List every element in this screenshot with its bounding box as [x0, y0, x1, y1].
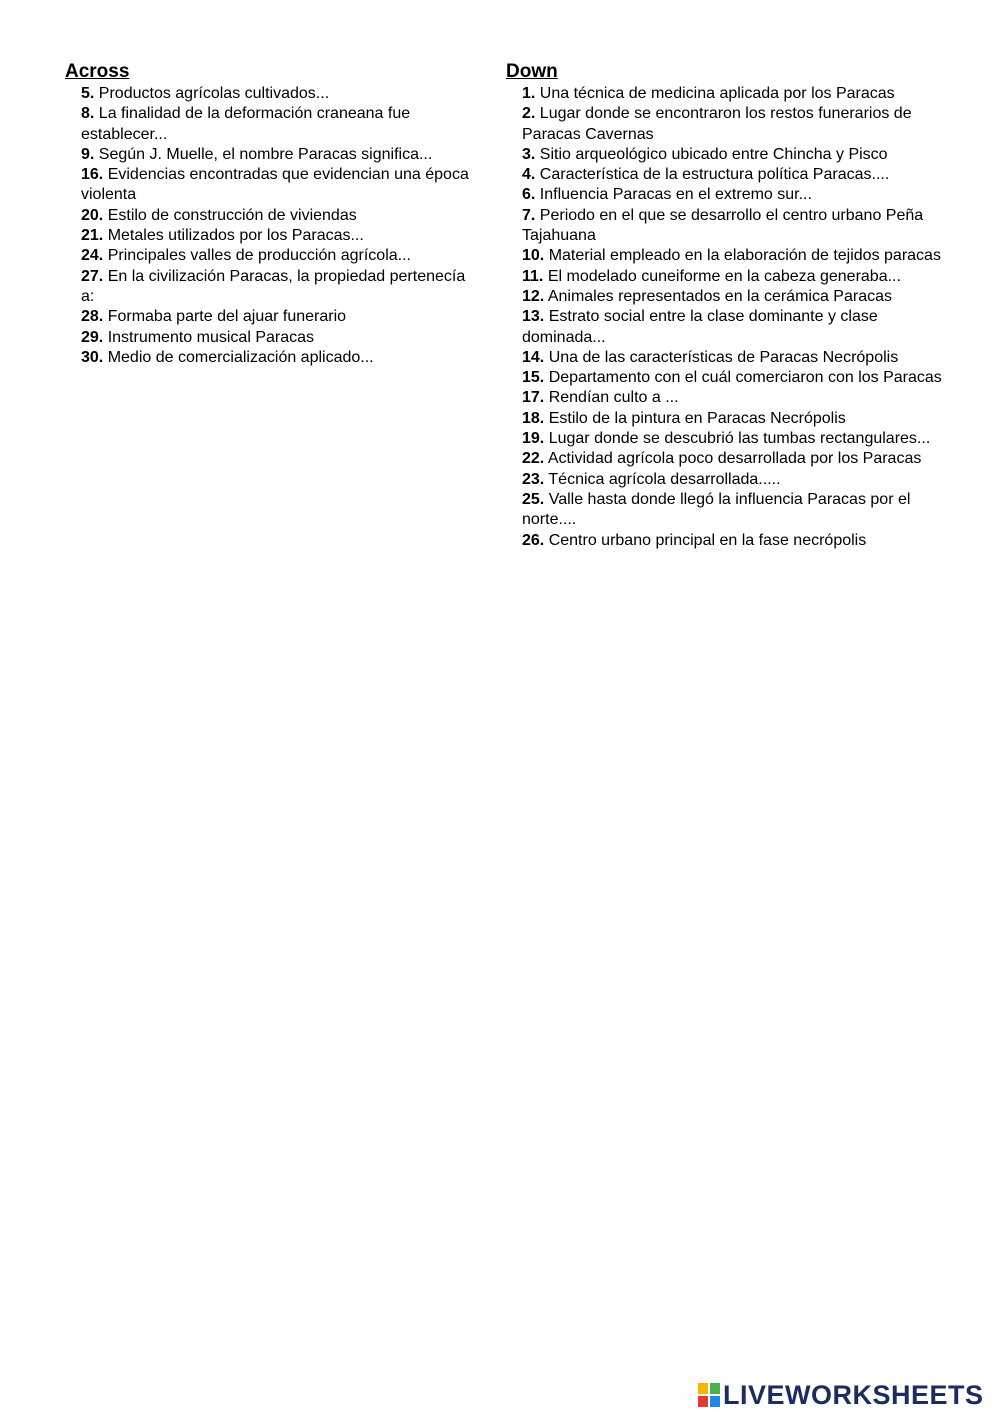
clue-number: 15. — [522, 369, 545, 387]
clue-number: 27. — [81, 267, 104, 285]
across-clue-item — [81, 307, 481, 327]
clue-text: Actividad agrícola poco desarrollada por los Paracas — [547, 450, 922, 468]
clue-text: Según J. Muelle, el nombre Paracas significa... — [98, 145, 433, 163]
clue-number: 6. — [522, 186, 536, 204]
clue-number: 16. — [81, 166, 104, 184]
down-clue-item — [522, 165, 942, 185]
down-clue-item — [522, 185, 942, 205]
across-section — [65, 60, 485, 368]
down-clue-item — [522, 449, 942, 469]
clue-number: 25. — [522, 490, 545, 508]
clue-text: Principales valles de producción agrícola... — [107, 247, 411, 265]
clue-text: Departamento con el cuál comerciaron con los Paracas — [548, 369, 942, 387]
logo-square-v — [697, 1395, 709, 1408]
down-clue-list — [506, 84, 942, 551]
clue-text: Animales representados en la cerámica Paracas — [547, 287, 892, 305]
clue-text: Estilo de construcción de viviendas — [107, 206, 357, 224]
clue-number: 10. — [522, 247, 545, 265]
clue-text: Rendían culto a ... — [548, 389, 679, 407]
clue-number: 24. — [81, 247, 104, 265]
down-heading: Down — [506, 61, 558, 82]
logo-square-e — [709, 1395, 721, 1408]
across-clue-item — [81, 267, 481, 308]
down-clue-item — [522, 287, 942, 307]
clue-number: 3. — [522, 145, 536, 163]
clue-text: Centro urbano principal en la fase necrópolis — [548, 531, 867, 549]
down-clue-item — [522, 307, 942, 348]
down-clue-item — [522, 348, 942, 368]
clue-number: 20. — [81, 206, 104, 224]
clue-number: 12. — [522, 287, 545, 305]
down-clue-item — [522, 531, 942, 551]
clue-text: Periodo en el que se desarrollo el centro urbano Peña Tajahuana — [522, 206, 924, 245]
clue-text: Metales utilizados por los Paracas... — [107, 227, 364, 245]
clue-text: Evidencias encontradas que evidencian una época violenta — [81, 166, 469, 204]
clue-number: 28. — [81, 308, 104, 326]
down-clue-item — [522, 490, 942, 531]
across-clue-item — [81, 145, 481, 165]
across-heading: Across — [65, 61, 130, 82]
clue-number: 22. — [522, 450, 545, 468]
down-clue-item — [522, 206, 942, 247]
clue-number: 26. — [522, 531, 545, 549]
down-clue-item — [522, 470, 942, 490]
clue-text: Medio de comercialización aplicado... — [107, 348, 374, 366]
clue-number: 17. — [522, 389, 545, 407]
logo-square-l — [697, 1382, 709, 1395]
clue-text: Influencia Paracas en el extremo sur... — [539, 186, 812, 204]
clue-text: El modelado cuneiforme en la cabeza generaba... — [547, 267, 901, 285]
liveworksheets-logo — [697, 1378, 984, 1412]
down-clue-item — [522, 409, 942, 429]
down-section — [506, 60, 946, 551]
across-clue-item — [81, 328, 481, 348]
clue-number: 29. — [81, 328, 104, 346]
clue-text: Lugar donde se encontraron los restos funerarios de Paracas Cavernas — [522, 105, 912, 143]
clue-number: 13. — [522, 308, 545, 326]
clue-text: Una técnica de medicina aplicada por los Paracas — [539, 85, 895, 102]
clue-number: 18. — [522, 409, 545, 427]
clue-text: Lugar donde se descubrió las tumbas rectangulares... — [548, 430, 931, 448]
clue-text: Valle hasta donde llegó la influencia Paracas por el norte.... — [522, 490, 911, 529]
down-clue-item — [522, 84, 942, 104]
clue-number: 4. — [522, 166, 536, 184]
clue-number: 8. — [81, 105, 95, 123]
clue-text: En la civilización Paracas, la propiedad pertenecía a: — [81, 267, 466, 305]
clue-number: 7. — [522, 206, 536, 224]
clue-number: 2. — [522, 105, 536, 123]
clue-text: Productos agrícolas cultivados... — [98, 85, 330, 102]
across-clue-item — [81, 226, 481, 246]
down-clue-item — [522, 246, 942, 266]
clue-number: 21. — [81, 227, 104, 245]
clue-number: 14. — [522, 348, 545, 366]
across-clue-item — [81, 348, 481, 368]
liveworksheets-wordmark: LIVEWORKSHEETS — [723, 1380, 984, 1410]
clue-text: Una de las características de Paracas Necrópolis — [548, 348, 899, 366]
across-clue-item — [81, 206, 481, 226]
across-clue-item — [81, 246, 481, 266]
clue-text: Técnica agrícola desarrollada..... — [548, 470, 781, 488]
clue-text: La finalidad de la deformación craneana fue establecer... — [81, 105, 411, 143]
liveworksheets-logo-icon — [697, 1382, 721, 1408]
down-clue-item — [522, 429, 942, 449]
clue-text: Material empleado en la elaboración de tejidos paracas — [548, 247, 941, 265]
down-clue-item — [522, 145, 942, 165]
clue-text: Instrumento musical Paracas — [107, 328, 315, 346]
across-clue-item — [81, 104, 481, 145]
clue-number: 9. — [81, 145, 95, 163]
logo-square-i — [709, 1382, 721, 1395]
down-clue-item — [522, 388, 942, 408]
across-clue-list — [65, 84, 481, 368]
clue-text: Sitio arqueológico ubicado entre Chincha y Pisco — [539, 145, 888, 163]
clue-number: 23. — [522, 470, 545, 488]
clue-number: 11. — [522, 267, 544, 285]
clue-text: Estilo de la pintura en Paracas Necrópolis — [548, 409, 846, 427]
clue-text: Estrato social entre la clase dominante y clase dominada... — [522, 308, 878, 346]
clue-number: 5. — [81, 85, 95, 102]
clue-number: 19. — [522, 430, 545, 448]
clue-text: Característica de la estructura política Paracas.... — [539, 166, 890, 184]
down-clue-item — [522, 267, 942, 287]
clue-number: 30. — [81, 348, 104, 366]
across-clue-item — [81, 84, 481, 104]
clue-text: Formaba parte del ajuar funerario — [107, 308, 347, 326]
down-clue-item — [522, 104, 942, 145]
across-clue-item — [81, 165, 481, 206]
clue-number: 1. — [522, 85, 536, 102]
down-clue-item — [522, 368, 942, 388]
